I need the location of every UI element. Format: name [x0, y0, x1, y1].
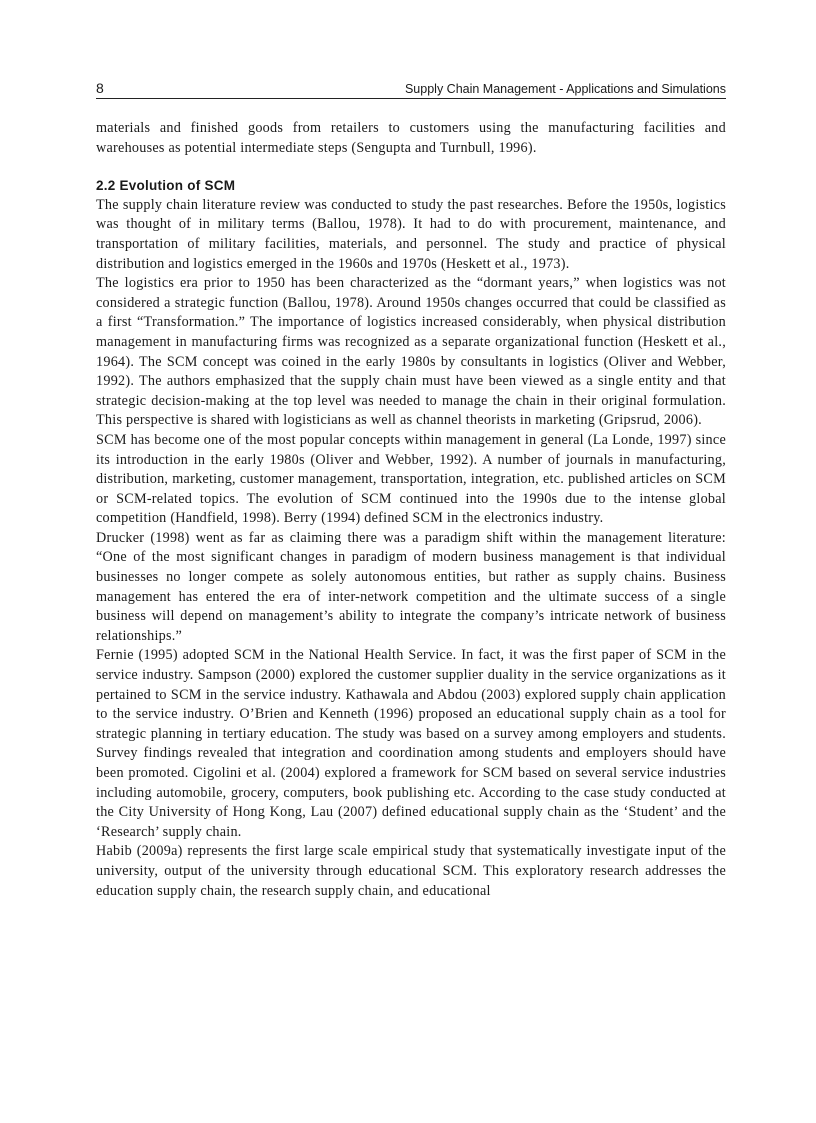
- paragraph-drucker-quote: Drucker (1998) went as far as claiming there was a paradigm shift within the management literature: “One of the most significant changes in paradigm of modern business management is that individual businesses no longer compete as solely autonomous entities, but rather as supply chains. Business management has entered the era of inter-network competition and the ultimate success of a single business will depend on management’s ability to integrate the company’s intricate network of business relationships.”: [96, 529, 726, 644]
- paragraph-dormant-years: The logistics era prior to 1950 has been characterized as the “dormant years,” when logistics was not considered a strategic function (Ballou, 1978). Around 1950s changes occurred that could be classified as a first “Transformation.” The importance of logistics increased considerably, when physical distribution management in manufacturing firms was recognized as a separate organizational function (Heskett et al., 1964). The SCM concept was coined in the early 1980s by consultants in logistics (Oliver and Webber, 1992). The authors emphasized that the supply chain must have been viewed as a single entity and that strategic decision-making at the top level was needed to manage the chain in their original formulation. This perspective is shared with logisticians as well as channel theorists in marketing (Gripsrud, 2006).: [96, 275, 726, 429]
- running-header: [96, 78, 726, 99]
- paragraph-logistics-history: The supply chain literature review was conducted to study the past researches. Before the 1950s, logistics was thought of in military terms (Ballou, 1978). It had to do with procurement, maintenance, and transportation of military facilities, materials, and personnel. The study and practice of physical distribution and logistics emerged in the 1960s and 1970s (Heskett et al., 1973).: [96, 196, 726, 272]
- book-title: Supply Chain Management - Applications and Simulations: [404, 82, 726, 96]
- body-text: [96, 119, 726, 901]
- page-number: 8: [96, 80, 104, 96]
- page: [96, 0, 726, 901]
- paragraph-scm-popularity: SCM has become one of the most popular concepts within management in general (La Londe, 1997) since its introduction in the early 1980s (Oliver and Webber, 1992). A number of journals in manufacturing, distribution, marketing, customer management, transportation, integration, etc. published articles on SCM or SCM-related topics. The evolution of SCM continued into the 1990s due to the intense global competition (Handfield, 1998). Berry (1994) defined SCM in the electronics industry.: [96, 431, 726, 527]
- intro-paragraph: materials and finished goods from retailers to customers using the manufacturing facilities and warehouses as potential intermediate steps (Sengupta and Turnbull, 1996).: [96, 120, 726, 156]
- paragraph-service-industry: Fernie (1995) adopted SCM in the National Health Service. In fact, it was the first paper of SCM in the service industry. Sampson (2000) explored the customer supplier duality in the service organizations as it pertained to SCM in the service industry. Kathawala and Abdou (2003) explored supply chain application to the service industry. O’Brien and Kenneth (1996) proposed an educational supply chain as a tool for strategic planning in tertiary education. The study was based on a survey among employers and students. Survey findings revealed that integration and coordination among students and employers should have been promoted. Cigolini et al. (2004) explored a framework for SCM based on several service industries including automobile, grocery, computers, book publishing etc. According to the case study conducted at the City University of Hong Kong, Lau (2007) defined educational supply chain as the ‘Student’ and the ‘Research’ supply chain.: [96, 647, 726, 840]
- paragraph-habib: Habib (2009a) represents the first large scale empirical study that systematically investigate input of the university, output of the university through educational SCM. This exploratory research addresses the education supply chain, the research supply chain, and educational: [96, 843, 726, 899]
- section-heading: 2.2 Evolution of SCM: [96, 178, 236, 194]
